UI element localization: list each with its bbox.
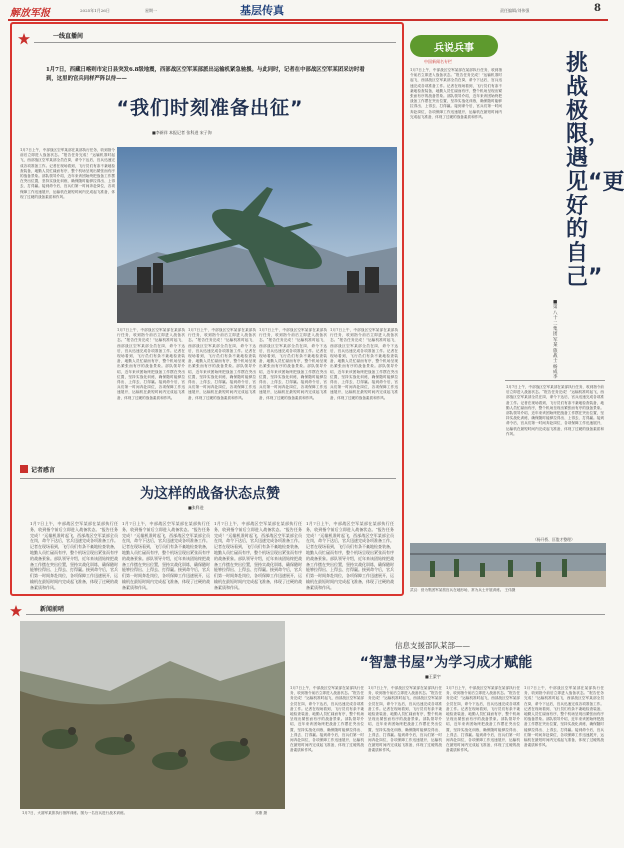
- issue-date: 2025年1月26日: [80, 8, 110, 13]
- commentary-body-1: 1月7日上午，中部战区空军某部在某部执行任务，收到指令前后立即进入战备状态。“报告任务完成！”运输机准时起飞，西部战区空军某部全员在岗，命令下达后，官兵迅速完成各项准备工作。记者在现场看到，飞行员们有条不紊地检查装备，地勤人员忙碌而有序，整个机场呈现出紧张而有序的战备景象。部队领导介绍，近年来该团始终把战备工作摆在突出位置，坚持实战化训练，确保随时能够拉得出、上得去、打得赢。接到命令后，官兵们第一时间奔赴岗位，各项保障工作迅速展开，运输机在最短时间内完成起飞准备，体现了过硬的战备素质和作风。: [30, 521, 118, 590]
- star-icon: [18, 30, 30, 42]
- side-logo-text: 兵说兵事: [434, 42, 474, 54]
- side-logo: [410, 35, 498, 57]
- side-body-1: 1月7日上午，中部战区空军某部在某部执行任务，收到指令前后立即进入战备状态。“报告任务完成！”运输机准时起飞，西部战区空军某部全员在岗，命令下达后，官兵迅速完成各项准备工作。记者在现场看到，飞行员们有条不紊地检查装备，地勤人员忙碌而有序，整个机场呈现出紧张而有序的战备景象。部队领导介绍，近年来该团始终把战备工作摆在突出位置，坚持实战化训练，确保随时能够拉得出、上得去、打得赢。接到命令后，官兵们第一时间奔赴岗位，各项保障工作迅速展开，运输机在最短时间内完成起飞准备，体现了过硬的战备素质和作风。: [410, 68, 502, 119]
- commentary-rule: [20, 478, 396, 479]
- lead-body-col5: 1月7日上午，中部战区空军某部在某部执行任务，收到指令前后立即进入战备状态。“报告任务完成！”运输机准时起飞，西部战区空军某部全员在岗，命令下达后，官兵迅速完成各项准备工作。记者在现场看到，飞行员们有条不紊地检查装备，地勤人员忙碌而有序，整个机场呈现出紧张而有序的战备景象。部队领导介绍，近年来该团始终把战备工作摆在突出位置，坚持实战化训练，确保随时能够拉得出、上得去、打得赢。接到命令后，官兵们第一时间奔赴岗位，各项保障工作迅速展开，运输机在最短时间内完成起飞准备，体现了过硬的战备素质和作风。: [330, 328, 398, 400]
- commentary-byline: ■张科进: [188, 505, 204, 510]
- lower-photo-caption: 1月7日，火箭军某旅执行指挥训练。图为一名官兵进行战术训练。: [22, 811, 128, 815]
- commentary-tag: 记者感言: [31, 467, 56, 474]
- lower-photo-credit: 邓康 摄: [255, 811, 267, 815]
- lead-body-col2: 1月7日上午，中部战区空军某部在某部执行任务，收到指令前后立即进入战备状态。“报告任务完成！”运输机准时起飞，西部战区空军某部全员在岗，命令下达后，官兵迅速完成各项准备工作。记者在现场看到，飞行员们有条不紊地检查装备，地勤人员忙碌而有序，整个机场呈现出紧张而有序的战备景象。部队领导介绍，近年来该团始终把战备工作摆在突出位置，坚持实战化训练，确保随时能够拉得出、上得去、打得赢。接到命令后，官兵们第一时间奔赴岗位，各项保障工作迅速展开，运输机在最短时间内完成起飞准备，体现了过硬的战备素质和作风。: [117, 328, 185, 400]
- page-editor: 责任编辑/刘伟强: [500, 8, 530, 13]
- commentary-body-2: 1月7日上午，中部战区空军某部在某部执行任务，收到指令前后立即进入战备状态。“报告任务完成！”运输机准时起飞，西部战区空军某部全员在岗，命令下达后，官兵迅速完成各项准备工作。记者在现场看到，飞行员们有条不紊地检查装备，地勤人员忙碌而有序，整个机场呈现出紧张而有序的战备景象。部队领导介绍，近年来该团始终把战备工作摆在突出位置，坚持实战化训练，确保随时能够拉得出、上得去、打得赢。接到命令后，官兵们第一时间奔赴岗位，各项保障工作迅速展开，运输机在最短时间内完成起飞准备，体现了过硬的战备素质和作风。: [122, 521, 210, 590]
- right-photo-caption: 武汉：营为集团军某旅官兵在地形场，常为兵士开展训练。 王伟摄: [410, 588, 516, 592]
- news-body-1: 1月7日上午，中部战区空军某部在某部执行任务，收到指令前后立即进入战备状态。“报告任务完成！”运输机准时起飞，西部战区空军某部全员在岗，命令下达后，官兵迅速完成各项准备工作。记者在现场看到，飞行员们有条不紊地检查装备，地勤人员忙碌而有序，整个机场呈现出紧张而有序的战备景象。部队领导介绍，近年来该团始终把战备工作摆在突出位置，坚持实战化训练，确保随时能够拉得出、上得去、打得赢。接到命令后，官兵们第一时间奔赴岗位，各项保障工作迅速展开，运输机在最短时间内完成起飞准备，体现了过硬的战备素质和作风。: [290, 686, 364, 753]
- news-star-icon: [10, 602, 22, 614]
- news-body-2: 1月7日上午，中部战区空军某部在某部执行任务，收到指令前后立即进入战备状态。“报告任务完成！”运输机准时起飞，西部战区空军某部全员在岗，命令下达后，官兵迅速完成各项准备工作。记者在现场看到，飞行员们有条不紊地检查装备，地勤人员忙碌而有序，整个机场呈现出紧张而有序的战备景象。部队领导介绍，近年来该团始终把战备工作摆在突出位置，坚持实战化训练，确保随时能够拉得出、上得去、打得赢。接到命令后，官兵们第一时间奔赴岗位，各项保障工作迅速展开，运输机在最短时间内完成起飞准备，体现了过硬的战备素质和作风。: [368, 686, 442, 753]
- page-number: 8: [594, 3, 601, 14]
- masthead: 解放军报: [10, 8, 50, 19]
- news-body-3: 1月7日上午，中部战区空军某部在某部执行任务，收到指令前后立即进入战备状态。“报告任务完成！”运输机准时起飞，西部战区空军某部全员在岗，命令下达后，官兵迅速完成各项准备工作。记者在现场看到，飞行员们有条不紊地检查装备，地勤人员忙碌而有序，整个机场呈现出紧张而有序的战备景象。部队领导介绍，近年来该团始终把战备工作摆在突出位置，坚持实战化训练，确保随时能够拉得出、上得去、打得赢。接到命令后，官兵们第一时间奔赴岗位，各项保障工作迅速展开，运输机在最短时间内完成起飞准备，体现了过硬的战备素质和作风。: [446, 686, 520, 753]
- commentary-body-4: 1月7日上午，中部战区空军某部在某部执行任务，收到指令前后立即进入战备状态。“报告任务完成！”运输机准时起飞，西部战区空军某部全员在岗，命令下达后，官兵迅速完成各项准备工作。记者在现场看到，飞行员们有条不紊地检查装备，地勤人员忙碌而有序，整个机场呈现出紧张而有序的战备景象。部队领导介绍，近年来该团始终把战备工作摆在突出位置，坚持实战化训练，确保随时能够拉得出、上得去、打得赢。接到命令后，官兵们第一时间奔赴岗位，各项保障工作迅速展开，运输机在最短时间内完成起飞准备，体现了过硬的战备素质和作风。: [306, 521, 394, 590]
- aircraft-photo: [117, 147, 397, 323]
- news-body-4: 1月7日上午，中部战区空军某部在某部执行任务，收到指令前后立即进入战备状态。“报告任务完成！”运输机准时起飞，西部战区空军某部全员在岗，命令下达后，官兵迅速完成各项准备工作。记者在现场看到，飞行员们有条不紊地检查装备，地勤人员忙碌而有序，整个机场呈现出紧张而有序的战备景象。部队领导介绍，近年来该团始终把战备工作摆在突出位置，坚持实战化训练，确保随时能够拉得出、上得去、打得赢。接到命令后，官兵们第一时间奔赴岗位，各项保障工作迅速展开，运输机在最短时间内完成起飞准备，体现了过硬的战备素质和作风。: [524, 686, 604, 748]
- tag-rule: [34, 42, 396, 43]
- news-tag: 新闻前哨: [40, 606, 65, 613]
- header-rule: [8, 19, 608, 21]
- lead-headline: “我们时刻准备出征”: [116, 97, 304, 119]
- commentary-body-3: 1月7日上午，中部战区空军某部在某部执行任务，收到指令前后立即进入战备状态。“报告任务完成！”运输机准时起飞，西部战区空军某部全员在岗，命令下达后，官兵迅速完成各项准备工作。记者在现场看到，飞行员们有条不紊地检查装备，地勤人员忙碌而有序，整个机场呈现出紧张而有序的战备景象。部队领导介绍，近年来该团始终把战备工作摆在突出位置，坚持实战化训练，确保随时能够拉得出、上得去、打得赢。接到命令后，官兵们第一时间奔赴岗位，各项保障工作迅速展开，运输机在最短时间内完成起飞准备，体现了过硬的战备素质和作风。: [214, 521, 302, 590]
- side-headline: 挑战极限，遇见“更好的自己”: [566, 51, 624, 290]
- news-headline: “智慧书屋”为学习成才赋能: [359, 655, 533, 671]
- lead-body-col1: 1月7日上午，中部战区空军某部在某部执行任务，收到指令前后立即进入战备状态。“报告任务完成！”运输机准时起飞，西部战区空军某部全员在岗，命令下达后，官兵迅速完成各项准备工作。记者在现场看到，飞行员们有条不紊地检查装备，地勤人员忙碌而有序，整个机场呈现出紧张而有序的战备景象。部队领导介绍，近年来该团始终把战备工作摆在突出位置，坚持实战化训练，确保随时能够拉得出、上得去、打得赢。接到命令后，官兵们第一时间奔赴岗位，各项保障工作迅速展开，运输机在最短时间内完成起飞准备，体现了过硬的战备素质和作风。: [20, 148, 115, 199]
- commentary-headline: 为这样的战备状态点赞: [140, 486, 280, 502]
- lead-body-col4: 1月7日上午，中部战区空军某部在某部执行任务，收到指令前后立即进入战备状态。“报告任务完成！”运输机准时起飞，西部战区空军某部全员在岗，命令下达后，官兵迅速完成各项准备工作。记者在现场看到，飞行员们有条不紊地检查装备，地勤人员忙碌而有序，整个机场呈现出紧张而有序的战备景象。部队领导介绍，近年来该团始终把战备工作摆在突出位置，坚持实战化训练，确保随时能够拉得出、上得去、打得赢。接到命令后，官兵们第一时间奔赴岗位，各项保障工作迅速展开，运输机在最短时间内完成起飞准备，体现了过硬的战备素质和作风。: [259, 328, 327, 400]
- section-title: 基层传真: [240, 4, 284, 17]
- weekday: 星期一: [145, 8, 157, 13]
- news-kicker: 信息支援部队某部——: [395, 641, 470, 650]
- side-body-2: 1月7日上午，中部战区空军某部在某部执行任务，收到指令前后立即进入战备状态。“报告任务完成！”运输机准时起飞，西部战区空军某部全员在岗，命令下达后，官兵迅速完成各项准备工作。记者在现场看到，飞行员们有条不紊地检查装备，地勤人员忙碌而有序，整个机场呈现出紧张而有序的战备景象。部队领导介绍，近年来该团始终把战备工作摆在突出位置，坚持实战化训练，确保随时能够拉得出、上得去、打得赢。接到命令后，官兵们第一时间奔赴岗位，各项保障工作迅速展开，运输机在最短时间内完成起飞准备，体现了过硬的战备素质和作风。: [506, 385, 605, 436]
- news-byline: ■王蒙宇: [425, 674, 441, 679]
- commentary-flag: [20, 465, 28, 473]
- lead-subtitle: 1月7日，西藏日喀则市定日县突发6.8级地震，西部战区空军某部派出运输机紧急驰援。与此同时，记者在中部战区空军某团采访时看到，这里的官兵同样严阵以待——: [46, 67, 365, 82]
- soldiers-photo: [20, 621, 285, 809]
- side-byline: ■第八十二集团军某旅战士 杨成李: [553, 300, 558, 381]
- side-logo-sub: 中国新闻名专栏: [424, 59, 452, 64]
- lead-body-col3: 1月7日上午，中部战区空军某部在某部执行任务，收到指令前后立即进入战备状态。“报告任务完成！”运输机准时起飞，西部战区空军某部全员在岗，命令下达后，官兵迅速完成各项准备工作。记者在现场看到，飞行员们有条不紊地检查装备，地勤人员忙碌而有序，整个机场呈现出紧张而有序的战备景象。部队领导介绍，近年来该团始终把战备工作摆在突出位置，坚持实战化训练，确保随时能够拉得出、上得去、打得赢。接到命令后，官兵们第一时间奔赴岗位，各项保障工作迅速展开，运输机在最短时间内完成起飞准备，体现了过硬的战备素质和作风。: [188, 328, 256, 400]
- news-rule: [26, 614, 605, 615]
- training-photo: [410, 543, 606, 587]
- lead-byline: ■李新祥 本报记者 张科进 宋子洵: [152, 130, 212, 135]
- column-tag: 一线直播间: [53, 33, 84, 40]
- side-author: （杨开桥、匡俊才整理）: [533, 537, 575, 542]
- side-divider: [505, 380, 605, 381]
